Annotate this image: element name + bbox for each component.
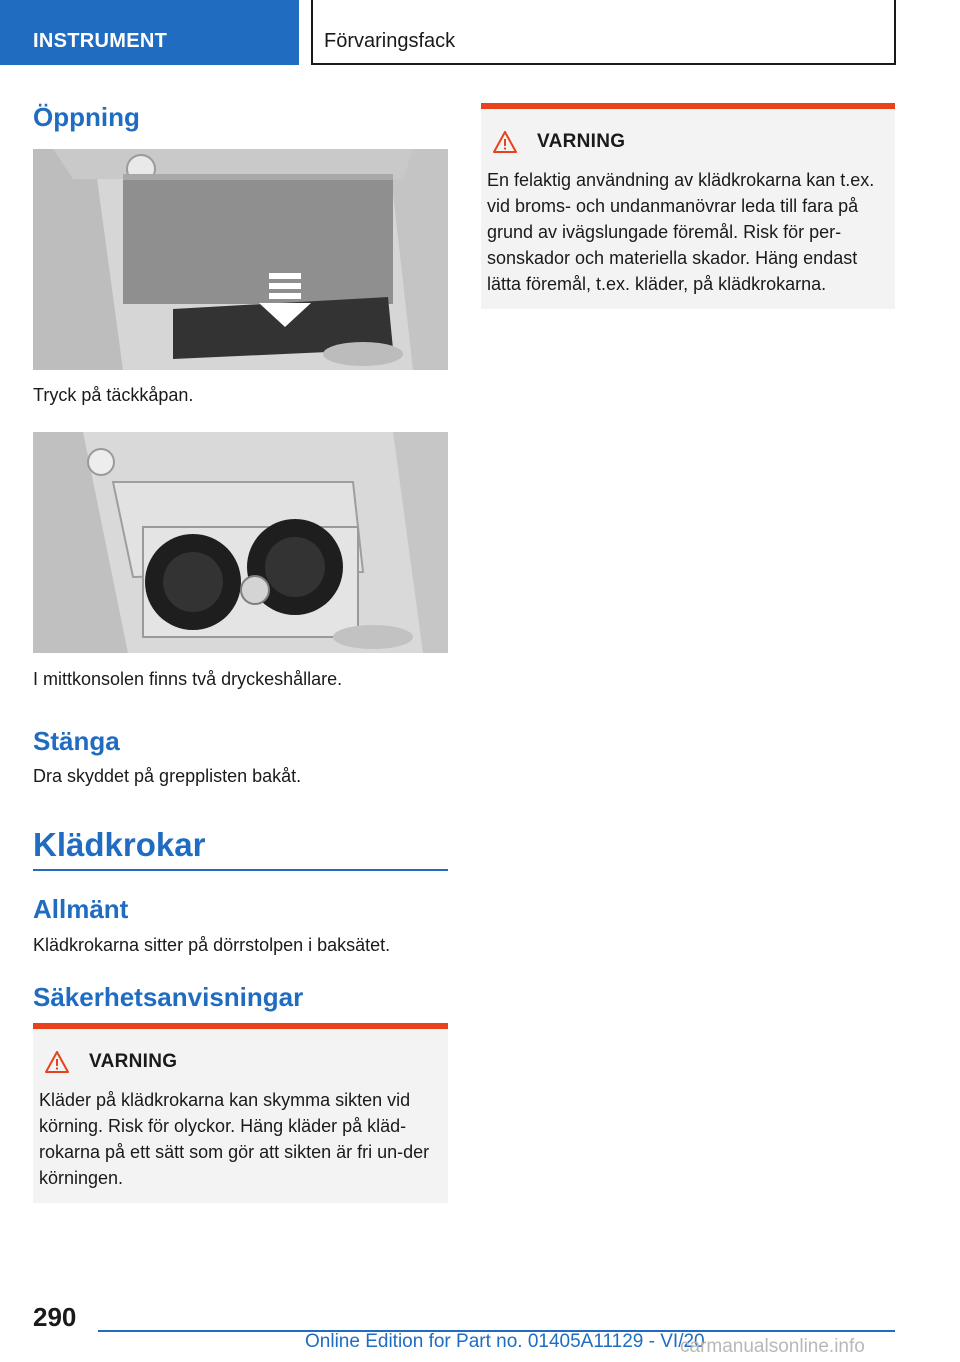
- heading-safety: Säkerhetsanvisningar: [33, 982, 304, 1012]
- warning-title: VARNING: [89, 1051, 178, 1072]
- general-text: Klädkrokarna sitter på dörrstolpen i baksätet.: [33, 935, 391, 955]
- warning-title: VARNING: [537, 131, 626, 152]
- edition-text: Online Edition for Part no. 01405A11129 - VI/20: [305, 1331, 705, 1352]
- warning-box-right: [481, 103, 895, 309]
- page-number: 290: [33, 1302, 77, 1332]
- heading-general: Allmänt: [33, 894, 129, 924]
- closing-text: Dra skyddet på grepplisten bakåt.: [33, 766, 302, 786]
- warning-text: Kläder på klädkrokarna kan skymma sikten vid körning. Risk för olyckor. Häng kläder på kläd-rokarna på ett sätt som gör att sikten är fri un-der körningen.: [39, 1090, 430, 1188]
- heading-closing: Stänga: [33, 726, 120, 756]
- heading-opening: Öppning: [33, 102, 140, 132]
- heading-rule: [33, 869, 448, 871]
- caption-cup-holders: I mittkonsolen finns två dryckeshållare.: [33, 669, 343, 689]
- caption-press-cover: Tryck på täckkåpan.: [33, 385, 194, 405]
- warning-text: En felaktig användning av klädkrokarna kan t.ex. vid broms- och undanmanövrar leda till fara på grund av ivägslungade föremål. Risk för per-sonskador och materiella skador. Häng endast lätta föremål, t.ex. kläder, på klädkrokarna.: [487, 170, 875, 294]
- photo-cup-holders: [33, 432, 448, 653]
- chapter-title: Förvaringsfack: [324, 30, 456, 52]
- watermark: carmanualsonline.info: [680, 1336, 865, 1357]
- warning-box-left: [33, 1023, 448, 1203]
- section-title: INSTRUMENT: [33, 30, 168, 52]
- warning-triangle-icon: [45, 1051, 69, 1073]
- heading-coat-hooks: Klädkrokar: [33, 826, 206, 863]
- warning-triangle-icon: [493, 131, 517, 153]
- photo-console-cover-closed: [33, 149, 448, 370]
